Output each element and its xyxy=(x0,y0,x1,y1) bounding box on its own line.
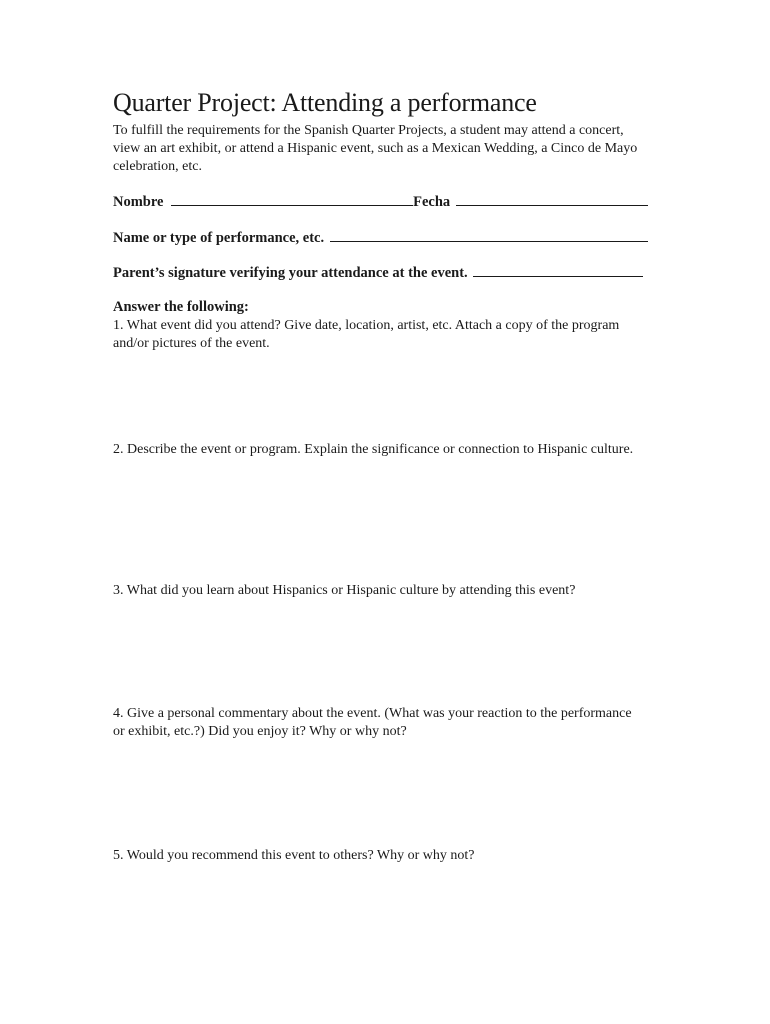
question-3: 3. What did you learn about Hispanics or Hispanic culture by attending this event? xyxy=(113,583,576,598)
question-1: 1. What event did you attend? Give date, location, artist, etc. Attach a copy of the program and/or pictures of the event. xyxy=(113,318,620,351)
intro-paragraph: To fulfill the requirements for the Spanish Quarter Projects, a student may attend a concert, view an art exhibit, or attend a Hispanic event, such as a Mexican Wedding, a Cinco de Mayo celebration, etc. xyxy=(113,123,638,174)
question-2: 2. Describe the event or program. Explain the significance or connection to Hispanic culture. xyxy=(113,442,634,457)
nombre-label: Nombre xyxy=(113,194,164,210)
signature-label: Parent’s signature verifying your attendance at the event. xyxy=(113,265,468,281)
performance-blank[interactable] xyxy=(330,229,648,242)
fecha-label: Fecha xyxy=(413,194,451,210)
question-4: 4. Give a personal commentary about the event. (What was your reaction to the performance or exhibit, etc.?) Did you enjoy it? Why or why not? xyxy=(113,706,632,739)
nombre-blank[interactable] xyxy=(171,193,413,206)
question-5: 5. Would you recommend this event to others? Why or why not? xyxy=(113,848,475,863)
signature-row xyxy=(113,264,643,282)
nombre-fecha-row xyxy=(113,193,648,211)
page-title: Quarter Project: Attending a performance xyxy=(113,88,537,117)
signature-blank[interactable] xyxy=(473,264,643,277)
answer-heading: Answer the following: xyxy=(113,299,249,315)
fecha-blank[interactable] xyxy=(456,193,648,206)
performance-row xyxy=(113,229,648,247)
performance-label: Name or type of performance, etc. xyxy=(113,230,325,246)
